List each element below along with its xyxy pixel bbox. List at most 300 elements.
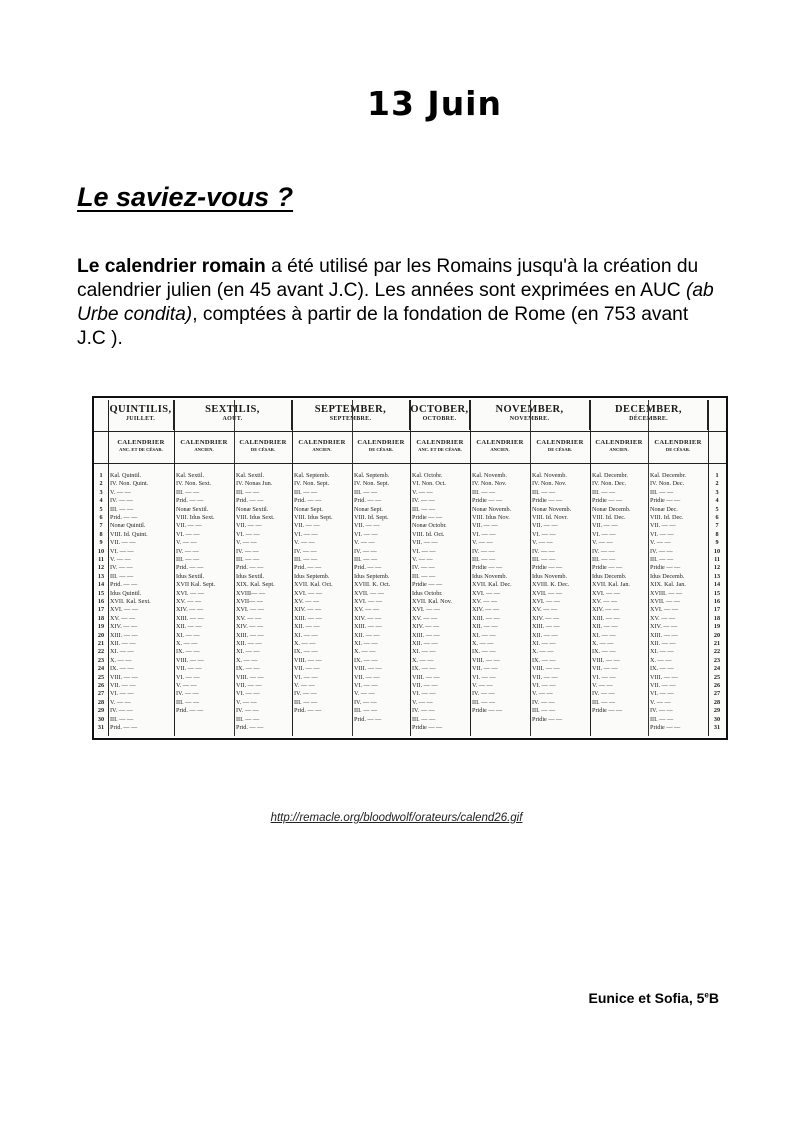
calendar-cell: VI. — — <box>650 530 674 538</box>
day-number-left: 22 <box>97 648 105 656</box>
day-number-left: 26 <box>97 682 105 689</box>
calendar-cell: V. — — <box>532 690 553 698</box>
calendar-cell: XVI. — — <box>294 589 323 597</box>
calendar-cell: XIII. — — <box>236 631 264 639</box>
month-header <box>174 400 292 430</box>
day-number-left: 28 <box>97 698 105 706</box>
calendar-cell: IV. — — <box>650 547 673 555</box>
calendar-cell: VIII. Idus Sept. <box>294 514 333 521</box>
calendar-cell: IX. — — <box>176 648 200 656</box>
calendar-cell: III. — — <box>472 698 496 706</box>
calendar-cell: Nonæ Novemb. <box>472 505 512 513</box>
calendar-cell: Kal. Quintil. <box>110 472 142 479</box>
calendar-cell: IX. — — <box>472 648 496 656</box>
day-number-right: 17 <box>713 606 721 614</box>
day-number-right: 10 <box>713 547 721 555</box>
calendar-cell: VI. — — <box>354 530 378 538</box>
calendar-cell: XI. — — <box>354 640 378 647</box>
day-number-right: 1 <box>715 472 719 479</box>
day-number-right: 7 <box>715 522 719 530</box>
calendar-cell: Pridie — — <box>592 497 623 505</box>
calendar-cell: IX. — — <box>354 656 378 664</box>
calendar-cell: Kal. Decembr. <box>592 472 628 479</box>
calendar-cell: Kal. Octobr. <box>412 472 443 479</box>
column-header-title: CALENDRIER <box>654 439 702 446</box>
calendar-cell: III. — — <box>472 488 496 496</box>
day-number-left: 4 <box>99 497 103 505</box>
calendar-cell: III. — — <box>110 572 134 580</box>
calendar-cell: III. — — <box>176 488 200 496</box>
calendar-cell: VII. — — <box>236 682 262 689</box>
column-rule <box>234 400 235 736</box>
calendar-cell: III. — — <box>354 556 378 563</box>
calendar-cell: III. — — <box>650 488 674 496</box>
calendar-cell: VIII. — — <box>294 656 322 664</box>
calendar-cell: Prid. — — <box>236 497 264 505</box>
calendar-cell: V. — — <box>354 539 375 547</box>
calendar-cell: V. — — <box>532 539 553 547</box>
calendar-cell: V. — — <box>472 539 493 547</box>
calendar-cell: VIII. Id. Quint. <box>110 530 148 538</box>
day-number-left: 10 <box>97 547 105 555</box>
calendar-cell: VII. — — <box>294 522 320 530</box>
column-rule <box>648 400 649 736</box>
calendar-cell: XIII. — — <box>532 623 560 631</box>
calendar-cell: VI. — — <box>592 673 616 681</box>
calendar-cell: III. — — <box>650 556 674 563</box>
day-number-right: 3 <box>715 488 719 496</box>
calendar-cell: Prid. — — <box>354 715 382 723</box>
calendar-cell: XVII— — <box>236 598 263 605</box>
calendar-cell: Pridie — — <box>650 724 681 731</box>
calendar-cell: VI. — — <box>294 673 318 681</box>
day-number-left: 8 <box>99 530 103 538</box>
calendar-cell: V. — — <box>354 690 375 698</box>
calendar-cell: VI. — — <box>294 530 318 538</box>
day-number-right: 30 <box>713 715 721 723</box>
calendar-cell: VII. — — <box>412 539 438 547</box>
day-number-left: 21 <box>97 640 105 647</box>
column-header-title: CALENDRIER <box>595 439 643 446</box>
column-header-title: CALENDRIER <box>416 439 464 446</box>
calendar-cell: XI. — — <box>110 648 134 656</box>
calendar-cell: XIV. — — <box>354 614 382 622</box>
calendar-cell: VII. — — <box>176 522 202 530</box>
calendar-cell: XVII. Kal. Sext. <box>110 598 151 605</box>
calendar-cell: XV. — — <box>412 614 438 622</box>
calendar-cell: Idus Septemb. <box>294 572 330 580</box>
calendar-cell: VI. — — <box>412 690 436 698</box>
column-header <box>470 432 530 462</box>
calendar-cell: Prid. — — <box>110 514 138 521</box>
calendar-cell: Kal. Sextil. <box>236 472 265 479</box>
day-number-left: 29 <box>97 707 105 715</box>
calendar-cell: X. — — <box>176 640 198 647</box>
calendar-cell: Nonæ Novemb. <box>532 505 572 513</box>
calendar-cell: VII. — — <box>592 522 618 530</box>
calendar-cell: Pridie — — <box>412 581 443 589</box>
day-number-right: 5 <box>715 505 719 513</box>
calendar-cell: IV. — — <box>236 547 259 555</box>
calendar-cell: IV. — — <box>412 564 435 572</box>
calendar-cell: Idus Novemb. <box>532 572 568 580</box>
calendar-cell: VII. — — <box>354 673 380 681</box>
roman-calendar-image <box>92 396 728 740</box>
column-header-sub: ANC. ET DE CÉSAR. <box>119 447 163 452</box>
calendar-cell: IV. — — <box>532 698 555 706</box>
calendar-cell: XVI. — — <box>472 589 501 597</box>
calendar-cell: IV. — — <box>472 690 495 698</box>
calendar-cell: Pridie — — <box>592 564 623 572</box>
calendar-cell: XVIII. — — <box>650 589 683 597</box>
column-rule <box>708 400 709 736</box>
day-number-right: 18 <box>713 614 721 622</box>
calendar-cell: XIV. — — <box>110 623 138 631</box>
calendar-cell: VIII. — — <box>532 665 560 673</box>
calendar-cell: XVI. — — <box>236 606 265 614</box>
calendar-cell: III. — — <box>592 556 616 563</box>
calendar-cell: III. — — <box>412 572 436 580</box>
month-french-name: JUILLET. <box>125 416 156 422</box>
calendar-cell: XII. — — <box>532 631 558 639</box>
calendar-cell: III. — — <box>532 556 556 563</box>
calendar-cell: IV. — — <box>110 564 133 572</box>
column-rule <box>530 400 531 736</box>
day-number-left: 31 <box>97 724 105 731</box>
paragraph-text-2: , comptées à partir de la fondation de Rome (en 753 avant J.C ). <box>77 304 689 349</box>
calendar-cell: VII. — — <box>236 522 262 530</box>
calendar-cell: VII. — — <box>532 673 558 681</box>
calendar-cell: XV. — — <box>592 598 618 605</box>
column-header <box>352 432 410 462</box>
month-name: SEPTEMBER, <box>314 404 387 415</box>
calendar-cell: III. — — <box>110 505 134 513</box>
day-number-right: 21 <box>713 640 721 647</box>
calendar-cell: V. — — <box>294 539 315 547</box>
calendar-cell: Pridie — — <box>472 564 503 572</box>
day-number-right: 2 <box>715 480 719 488</box>
calendar-cell: III. — — <box>236 556 260 563</box>
calendar-cell: IV. Non. Sext. <box>176 480 212 488</box>
calendar-cell: XVII. — — <box>354 589 385 597</box>
calendar-cell: IV. Non. Dec. <box>650 480 685 488</box>
calendar-cell: Nonæ Quintil. <box>110 522 146 530</box>
calendar-cell: Pridie — — <box>532 715 563 723</box>
calendar-cell: VII. — — <box>592 665 618 673</box>
calendar-cell: V. — — <box>236 539 257 547</box>
calendar-cell: III. — — <box>650 715 674 723</box>
day-number-right: 16 <box>713 598 721 605</box>
day-number-left: 18 <box>97 614 105 622</box>
calendar-cell: Prid. — — <box>354 564 382 572</box>
column-header <box>590 432 648 462</box>
calendar-cell: XII. — — <box>354 631 380 639</box>
paragraph-text-1: a été utilisé par les Romains jusqu'à la création du calendrier julien (en 45 avant J.C). Les années sont exprimées en AUC <box>77 256 699 301</box>
calendar-cell: XVI. — — <box>592 589 621 597</box>
author-credit <box>588 990 719 1006</box>
day-number-right: 23 <box>713 656 721 664</box>
calendar-cell: Nonæ Sept. <box>294 505 323 513</box>
month-header <box>410 400 470 430</box>
column-header <box>292 432 352 462</box>
calendar-cell: V. — — <box>472 682 493 689</box>
paragraph-bold-lead: Le calendrier romain <box>77 256 266 277</box>
column-header <box>234 432 292 462</box>
column-header-title: CALENDRIER <box>536 439 584 446</box>
calendar-cell: Kal. Sextil. <box>176 472 205 479</box>
calendar-cell: XII. — — <box>176 623 202 631</box>
month-french-name: OCTOBRE. <box>422 416 457 422</box>
calendar-cell: III. — — <box>294 698 318 706</box>
calendar-cell: IV. — — <box>412 707 435 715</box>
calendar-cell: XVI. — — <box>412 606 441 614</box>
calendar-cell: XVII. Kal. Oct. <box>294 581 333 589</box>
calendar-cell: XIII. — — <box>650 631 678 639</box>
source-link[interactable]: http://remacle.org/bloodwolf/orateurs/calend26.gif <box>270 812 523 824</box>
column-header-title: CALENDRIER <box>357 439 405 446</box>
calendar-cell: VIII. — — <box>412 673 440 681</box>
calendar-cell: VI. — — <box>650 690 674 698</box>
calendar-cell: XVII. Kal. Nov. <box>412 598 452 605</box>
calendar-cell: VII. — — <box>412 682 438 689</box>
calendar-cell: III. — — <box>412 715 436 723</box>
calendar-cell: XI. — — <box>472 631 496 639</box>
calendar-cell: IV. — — <box>110 707 133 715</box>
calendar-cell: XV. — — <box>354 606 380 614</box>
column-header <box>530 432 590 462</box>
page-title: 13 Juin <box>367 84 502 123</box>
calendar-cell: III. — — <box>294 488 318 496</box>
month-french-name: SEPTEMBRE. <box>329 416 372 422</box>
calendar-cell: XII. — — <box>236 640 262 647</box>
calendar-cell: XV. — — <box>110 614 136 622</box>
calendar-cell: Idus Novemb. <box>472 572 508 580</box>
calendar-cell: V. — — <box>110 698 131 706</box>
calendar-cell: VIII. Id. Novr. <box>532 514 568 521</box>
calendar-cell: VIII. Id. Dec. <box>592 514 626 521</box>
calendar-cell: Kal. Septemb. <box>354 472 390 479</box>
calendar-cell: IV. — — <box>354 547 377 555</box>
calendar-cell: X. — — <box>294 640 316 647</box>
calendar-cell: X. — — <box>236 656 258 664</box>
calendar-cell: VI. — — <box>412 547 436 555</box>
calendar-cell: XVII. — — <box>532 589 563 597</box>
column-rule <box>410 400 411 736</box>
calendar-cell: XI. — — <box>412 648 436 656</box>
calendar-cell: Pridie — — <box>412 724 443 731</box>
calendar-cell: VII. — — <box>110 539 136 547</box>
calendar-cell: IX. — — <box>532 656 556 664</box>
month-header <box>590 400 708 430</box>
calendar-cell: XVIII. K. Dec. <box>532 581 570 589</box>
column-rule <box>590 400 591 736</box>
calendar-cell: Idus Quintil. <box>110 589 142 597</box>
column-rule <box>292 400 293 736</box>
column-header-sub: DE CÉSAR. <box>250 447 276 452</box>
day-number-left: 20 <box>97 631 105 639</box>
calendar-cell: VI. Non. Oct. <box>412 480 446 488</box>
calendar-cell: III. — — <box>472 556 496 563</box>
column-header <box>648 432 708 462</box>
calendar-cell: XI. — — <box>236 648 260 656</box>
calendar-cell: IV. — — <box>532 547 555 555</box>
calendar-cell: VIII. Id. Sept. <box>354 514 389 521</box>
calendar-cell: XV. — — <box>236 614 262 622</box>
calendar-cell: IX. — — <box>412 665 436 673</box>
calendar-cell: V. — — <box>294 682 315 689</box>
calendar-cell: IX. — — <box>592 648 616 656</box>
day-number-left: 2 <box>99 480 103 488</box>
calendar-cell: IV. Non. Quint. <box>110 480 149 488</box>
month-french-name: DÉCEMBRE. <box>629 416 668 422</box>
calendar-cell: V. — — <box>236 698 257 706</box>
calendar-cell: Prid. — — <box>110 581 138 589</box>
calendar-cell: Prid. — — <box>294 497 322 505</box>
column-header <box>410 432 470 462</box>
calendar-cell: XIV. — — <box>532 614 560 622</box>
calendar-cell: VIII. — — <box>176 656 204 664</box>
calendar-cell: VI. — — <box>472 530 496 538</box>
column-header-title: CALENDRIER <box>180 439 228 446</box>
calendar-cell: III. — — <box>176 556 200 563</box>
column-header <box>174 432 234 462</box>
calendar-cell: Nonæ Sept. <box>354 505 383 513</box>
calendar-cell: XIII. — — <box>472 614 500 622</box>
calendar-cell: XIII. — — <box>412 631 440 639</box>
calendar-cell: Pridie — — <box>650 497 681 505</box>
calendar-cell: VI. — — <box>110 547 134 555</box>
column-rule <box>174 400 175 736</box>
day-number-left: 12 <box>97 564 105 572</box>
calendar-cell: XVIII— — <box>236 589 266 597</box>
calendar-cell: III. — — <box>236 488 260 496</box>
calendar-cell: XI. — — <box>532 640 556 647</box>
calendar-cell: IV. — — <box>294 547 317 555</box>
calendar-cell: VIII. — — <box>650 673 678 681</box>
day-number-right: 25 <box>713 673 721 681</box>
calendar-cell: IV. — — <box>472 547 495 555</box>
calendar-cell: X. — — <box>592 640 614 647</box>
calendar-cell: VI. — — <box>532 682 556 689</box>
calendar-cell: VII. — — <box>472 522 498 530</box>
calendar-cell: XII. — — <box>472 623 498 631</box>
calendar-cell: XIII. — — <box>354 623 382 631</box>
calendar-cell: XVI. — — <box>176 589 205 597</box>
calendar-cell: VII. — — <box>294 665 320 673</box>
column-header-sub: DE CÉSAR. <box>547 447 573 452</box>
day-number-left: 17 <box>97 606 105 614</box>
calendar-cell: III. — — <box>592 698 616 706</box>
day-number-left: 11 <box>98 556 104 563</box>
calendar-cell: VI. — — <box>236 530 260 538</box>
day-number-left: 24 <box>97 665 105 673</box>
calendar-cell: III. — — <box>176 698 200 706</box>
calendar-cell: V. — — <box>176 539 197 547</box>
calendar-cell: IV. — — <box>176 547 199 555</box>
calendar-cell: X. — — <box>650 656 672 664</box>
calendar-cell: VIII. — — <box>472 656 500 664</box>
calendar-cell: Prid. — — <box>294 707 322 715</box>
calendar-cell: Prid. — — <box>236 564 264 572</box>
calendar-cell: Prid. — — <box>176 707 204 715</box>
calendar-cell: XII. — — <box>110 640 136 647</box>
calendar-cell: XVI. — — <box>532 598 561 605</box>
day-number-right: 19 <box>713 623 721 631</box>
calendar-cell: VII. — — <box>532 522 558 530</box>
calendar-cell: XIV. — — <box>592 606 620 614</box>
day-number-left: 27 <box>97 690 105 698</box>
calendar-cell: XVIII. K. Oct. <box>354 581 391 589</box>
calendar-cell: Idus Decemb. <box>650 572 685 580</box>
calendar-cell: III. — — <box>354 488 378 496</box>
month-name: SEXTILIS, <box>205 404 260 415</box>
calendar-cell: VIII. — — <box>236 673 264 681</box>
column-header-sub: ANCIEN. <box>312 447 332 452</box>
calendar-cell: XIII. — — <box>110 631 138 639</box>
calendar-cell: V. — — <box>110 488 131 496</box>
day-number-right: 31 <box>713 724 721 731</box>
calendar-cell: IX. — — <box>110 665 134 673</box>
calendar-cell: Idus Septemb. <box>354 572 390 580</box>
calendar-cell: III. — — <box>354 707 378 715</box>
day-number-right: 11 <box>714 556 720 563</box>
calendar-cell: X. — — <box>110 656 132 664</box>
calendar-cell: XIV. — — <box>472 606 500 614</box>
calendar-cell: VI. — — <box>110 690 134 698</box>
column-header-title: CALENDRIER <box>298 439 346 446</box>
calendar-cell: V. — — <box>412 698 433 706</box>
calendar-cell: VIII. Idus Sext. <box>176 514 215 521</box>
calendar-cell: XII. — — <box>592 623 618 631</box>
column-header <box>108 432 174 462</box>
day-number-right: 15 <box>713 589 721 597</box>
day-number-left: 30 <box>97 715 105 723</box>
month-name: QUINTILIS, <box>109 404 172 415</box>
calendar-cell: VIII. — — <box>110 673 138 681</box>
calendar-cell: IX. — — <box>236 665 260 673</box>
day-number-left: 1 <box>99 472 103 479</box>
calendar-cell: III. — — <box>294 556 318 563</box>
calendar-cell: Prid. — — <box>354 497 382 505</box>
calendar-cell: Prid. — — <box>176 497 204 505</box>
calendar-cell: Pridie — — <box>592 707 623 715</box>
month-name: DECEMBER, <box>615 404 682 415</box>
calendar-cell: X. — — <box>412 656 434 664</box>
calendar-cell: IV. Non. Sept. <box>354 480 390 488</box>
calendar-cell: VII. — — <box>354 522 380 530</box>
calendar-cell: XVII. Kal. Dec. <box>472 581 512 589</box>
day-number-right: 29 <box>713 707 721 715</box>
calendar-cell: Pridie — — <box>412 514 443 521</box>
calendar-cell: III. — — <box>236 715 260 723</box>
day-number-left: 25 <box>97 673 105 681</box>
calendar-cell: Kal. Novemb. <box>472 472 507 479</box>
column-header-title: CALENDRIER <box>117 439 165 446</box>
calendar-cell: IV. — — <box>592 690 615 698</box>
calendar-cell: Prid. — — <box>236 724 264 731</box>
calendar-cell: IV. — — <box>412 497 435 505</box>
day-number-right: 13 <box>713 572 721 580</box>
calendar-cell: Kal. Decembr. <box>650 472 686 479</box>
calendar-cell: IX. — — <box>650 665 674 673</box>
calendar-cell: Nonæ Dec. <box>650 505 678 513</box>
calendar-cell: IV. — — <box>176 690 199 698</box>
calendar-cell: Prid. — — <box>110 724 138 731</box>
day-number-right: 8 <box>715 530 719 538</box>
calendar-cell: IX. — — <box>294 648 318 656</box>
calendar-cell: V. — — <box>650 539 671 547</box>
calendar-cell: VI. — — <box>354 682 378 689</box>
